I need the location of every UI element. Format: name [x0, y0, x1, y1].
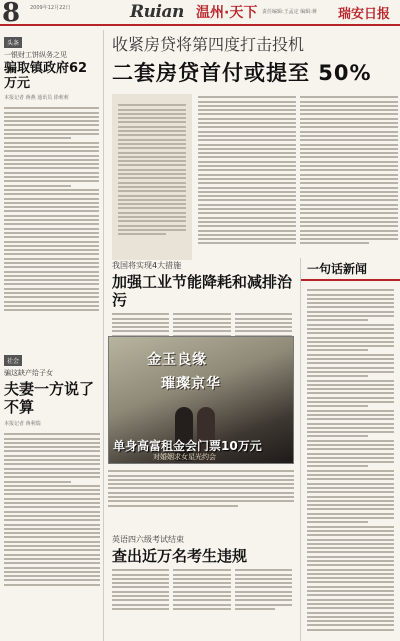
photo-poster-text-line2: 璀璨京华 — [161, 376, 221, 392]
exam-story-body — [108, 565, 296, 614]
sidebar-body — [301, 285, 400, 635]
newspaper-brand: 瑞安日报 — [338, 7, 391, 22]
lower-story-byline: 本报记者 蒋利瑞 — [4, 421, 41, 427]
section-name: 温州·天下 — [196, 5, 258, 21]
photo-caption: 单身高富租金会门票10万元 — [113, 439, 262, 453]
photo-subcaption: 对婚姻求女星光约会 — [153, 453, 216, 461]
left-story-body — [0, 103, 103, 316]
lower-story-kicker: 骗这缺产给子女 — [4, 369, 53, 377]
exam-story-headline: 查出近万名考生违规 — [112, 547, 248, 565]
industry-story-headline: 加强工业节能降耗和减排治污 — [112, 273, 293, 309]
photo-description — [108, 468, 294, 509]
column-tag: 头条 — [4, 37, 22, 48]
news-brief-sidebar — [300, 258, 400, 641]
column-tag-lower: 社会 — [4, 355, 22, 366]
left-lower-story — [0, 348, 104, 590]
lower-story-body — [0, 429, 104, 590]
main-story-deck: 收紧房贷将第四度打击投机 — [112, 35, 305, 54]
left-story-kicker: 一银财工饼纵务之见 — [4, 51, 67, 59]
section-name-latin: Ruian — [130, 2, 184, 22]
sidebar-title: 一句话新闻 — [301, 258, 400, 281]
news-photo — [108, 336, 294, 464]
exam-story — [108, 532, 296, 614]
main-story-headline: 二套房贷首付或提至 50% — [112, 61, 372, 85]
main-story-summary-box — [112, 94, 192, 260]
photo-poster-text-line1: 金玉良缘 — [147, 352, 207, 368]
left-story-headline: 骗取镇政府62万元 — [4, 61, 88, 91]
left-story-byline: 本报记者 蒋燕 通讯员 徐莉莉 — [4, 95, 69, 101]
main-story-body — [198, 94, 398, 260]
exam-story-deck: 英语四六级考试结束 — [112, 535, 184, 544]
editor-info: 责任编辑:王孟定 编辑:蒋 — [262, 9, 317, 15]
page-number: 8 — [2, 0, 21, 28]
issue-date: 2009年12月22日 — [30, 5, 71, 11]
lower-story-headline: 夫妻一方说了不算 — [4, 380, 95, 416]
masthead — [0, 0, 400, 26]
main-story — [108, 30, 400, 87]
industry-story-deck: 我国将实现4大措施 — [112, 261, 182, 270]
